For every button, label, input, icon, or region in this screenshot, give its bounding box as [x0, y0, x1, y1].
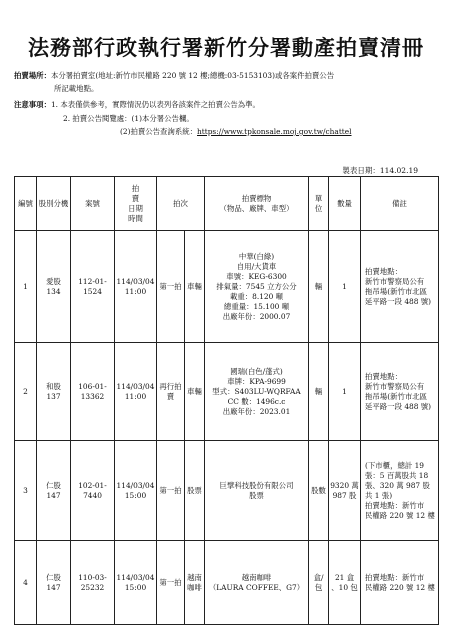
cell-date: 114/03/04 11:00 [115, 343, 157, 441]
cell-unit: 盒/包 [309, 541, 329, 625]
cell-item: 國瑞(白色/蓬式) 車牌：KPA-9699 型式：S403LU-WQRFAA CC 數：1496c.c 出廠年份：2023.01 [205, 343, 309, 441]
header-unit: 單 位 [309, 177, 329, 231]
auction-query-link[interactable]: https://www.tpkonsale.moj.gov.tw/chattel [197, 127, 352, 136]
table-row [15, 231, 439, 343]
notice-label: 注意事項： [14, 100, 51, 109]
cell-date: 114/03/04 15:00 [115, 441, 157, 541]
auction-table [14, 176, 439, 625]
cell-case: 102-01- 7440 [71, 441, 115, 541]
cell-unit: 股數 [309, 441, 329, 541]
cell-qty: 21 盒 、10 包 [329, 541, 361, 625]
table-row [15, 541, 439, 625]
cell-no: 3 [15, 441, 37, 541]
made-date: 製表日期：114.02.19 [342, 166, 418, 175]
cell-round: 第一拍 [157, 541, 185, 625]
cell-no: 2 [15, 343, 37, 441]
cell-item: 中華(白綠) 自用/大貨車 車號：KEG-6300 排氣量：7545 立方公分 載重：8.120 噸 總重量：15.100 噸 出廠年份：2000.07 [205, 231, 309, 343]
cell-no: 1 [15, 231, 37, 343]
cell-unit: 輛 [309, 231, 329, 343]
cell-kind: 股票 [185, 441, 205, 541]
cell-qty: 9320 萬 987 股 [329, 441, 361, 541]
header-round: 拍次 [157, 177, 205, 231]
cell-unit: 輛 [309, 343, 329, 441]
cell-kind: 車輛 [185, 343, 205, 441]
notice-item-2: 2. 拍賣公告閱覽處：(1)本分署公告欄。 [63, 114, 194, 123]
cell-date: 114/03/04 11:00 [115, 231, 157, 343]
venue-line-1 [14, 71, 334, 81]
cell-case: 110-03- 25232 [71, 541, 115, 625]
header-case: 案號 [71, 177, 115, 231]
venue-text-2: 所記載地點。 [54, 84, 99, 93]
venue-label: 拍賣場所： [14, 71, 51, 80]
header-remark: 備註 [361, 177, 439, 231]
header-no: 編號 [15, 177, 37, 231]
cell-section: 仁股 147 [37, 541, 71, 625]
cell-qty: 1 [329, 231, 361, 343]
cell-section: 和股 137 [37, 343, 71, 441]
cell-round: 第一拍 [157, 441, 185, 541]
cell-remark: (下市櫃，總計 19 張：5 百萬股共 18 張、320 萬 987 股 共 1 張) 拍賣地點：新竹市 民權路 220 號 12 樓 [361, 441, 439, 541]
table-header-row [15, 177, 439, 231]
cell-remark: 拍賣地點： 新竹市警察局公有 拖吊場(新竹市北區 延平路一段 488 號) [361, 231, 439, 343]
cell-kind: 車輛 [185, 231, 205, 343]
table-row [15, 343, 439, 441]
cell-qty: 1 [329, 343, 361, 441]
notice-item-3-prefix: (2)拍賣公告查詢系統： [120, 127, 197, 136]
page-title: 法務部行政執行署新竹分署動產拍賣清冊 [28, 35, 424, 60]
cell-round: 再行拍賣 [157, 343, 185, 441]
header-item: 拍賣標物 （物品、廠牌、車型） [205, 177, 309, 231]
header-qty: 數量 [329, 177, 361, 231]
cell-date: 114/03/04 15:00 [115, 541, 157, 625]
cell-item: 越南咖啡 （LAURA COFFEE、G7） [205, 541, 309, 625]
cell-no: 4 [15, 541, 37, 625]
notice-line-3 [120, 127, 352, 137]
cell-case: 112-01- 1524 [71, 231, 115, 343]
cell-remark: 拍賣地點：新竹市 民權路 220 號 12 樓 [361, 541, 439, 625]
cell-round: 第一拍 [157, 231, 185, 343]
cell-remark: 拍賣地點： 新竹市警察局公有 拖吊場(新竹市北區 延平路一段 488 號) [361, 343, 439, 441]
cell-case: 106-01- 13362 [71, 343, 115, 441]
notice-item-1: 1. 本表僅供參考，實際情況仍以表列各該案件之拍賣公告為準。 [50, 100, 260, 109]
cell-section: 仁股 147 [37, 441, 71, 541]
notice-line-1 [14, 100, 260, 110]
cell-kind: 越南咖啡 [185, 541, 205, 625]
table-row [15, 441, 439, 541]
cell-section: 愛股 134 [37, 231, 71, 343]
cell-item: 巨擘科技股份有限公司 股票 [205, 441, 309, 541]
header-date: 拍 賣 日期 時間 [115, 177, 157, 231]
venue-text-1: 本分署拍賣室(地址:新竹市民權路 220 號 12 樓;總機:03-5153103)或各案件拍賣公告 [50, 71, 335, 80]
header-section: 股別分機 [37, 177, 71, 231]
